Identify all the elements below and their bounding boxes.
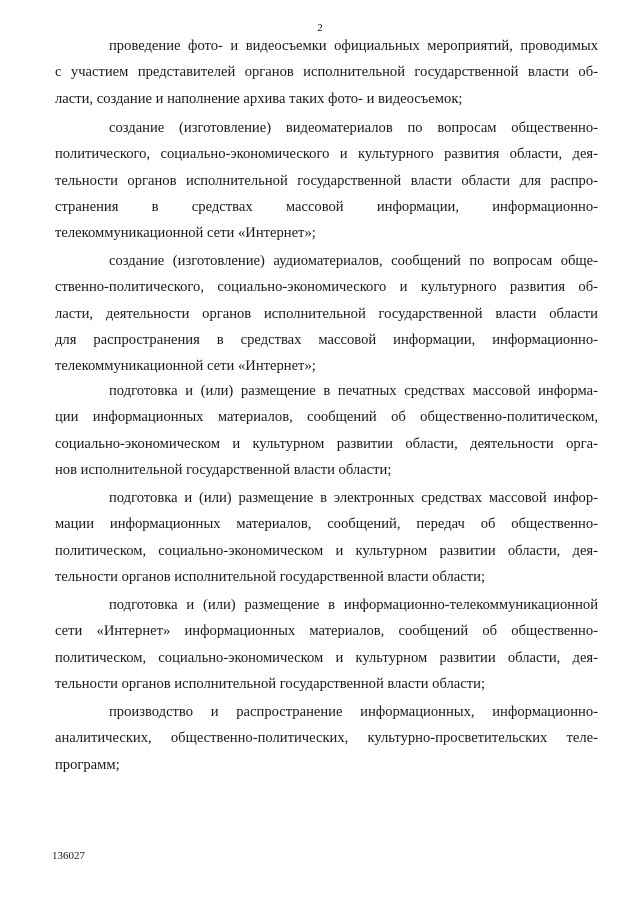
document-code: 136027 (52, 850, 85, 862)
paragraph-line: подготовка и (или) размещение в печатных средствах массовой информа- (109, 383, 598, 399)
paragraph-line: сети «Интернет» информационных материалов, сообщений об общественно- (55, 623, 598, 640)
paragraph-photo-video-shooting (55, 33, 598, 112)
paragraph-line: телекоммуникационной сети «Интернет»; (55, 358, 316, 375)
paragraph-line: мации информационных материалов, сообщений, передач об общественно- (55, 516, 598, 533)
paragraph-line: ственно-политического, социально-экономического и культурного развития об- (55, 279, 598, 296)
paragraph-tv-programs (55, 699, 598, 778)
paragraph-line: создание (изготовление) видеоматериалов по вопросам общественно- (109, 120, 598, 136)
paragraph-line: политического, социально-экономического и культурного развития области, дея- (55, 146, 598, 163)
paragraph-line: подготовка и (или) размещение в информационно-телекоммуникационной (109, 597, 598, 613)
paragraph-line: ласти, создание и наполнение архива таких фото- и видеосъемок; (55, 90, 463, 107)
paragraph-line: производство и распространение информационных, информационно- (109, 704, 598, 720)
paragraph-line: ции информационных материалов, сообщений об общественно-политическом, (55, 409, 598, 426)
paragraph-internet (55, 592, 598, 697)
paragraph-line: телекоммуникационной сети «Интернет»; (55, 225, 316, 242)
paragraph-line: подготовка и (или) размещение в электронных средствах массовой инфор- (109, 490, 598, 506)
paragraph-line: нов исполнительной государственной власти области; (55, 461, 392, 478)
paragraph-line: социально-экономическом и культурном развитии области, деятельности орга- (55, 435, 598, 452)
paragraph-video-materials (55, 115, 598, 246)
paragraph-line: для распространения в средствах массовой информации, информационно- (55, 331, 598, 348)
paragraph-line: политическом, социально-экономическом и культурном развитии области, дея- (55, 649, 598, 666)
paragraph-electronic-media (55, 485, 598, 590)
paragraph-line: с участием представителей органов исполнительной государственной власти об- (55, 64, 598, 81)
paragraph-line: создание (изготовление) аудиоматериалов, сообщений по вопросам обще- (109, 253, 598, 269)
paragraph-audio-materials (55, 248, 598, 379)
paragraph-line: тельности органов исполнительной государственной власти области; (55, 568, 486, 585)
paragraph-line: аналитических, общественно-политических, культурно-просветительских теле- (55, 730, 598, 747)
paragraph-line: программ; (55, 756, 120, 773)
paragraph-line: политическом, социально-экономическом и культурном развитии области, дея- (55, 542, 598, 559)
paragraph-line: тельности органов исполнительной государственной власти области; (55, 675, 486, 692)
paragraph-line: проведение фото- и видеосъемки официальных мероприятий, проводимых (109, 38, 598, 54)
paragraph-line: тельности органов исполнительной государственной власти области для распро- (55, 172, 598, 189)
page-number: 2 (317, 22, 323, 34)
paragraph-line: ласти, деятельности органов исполнительной государственной власти области (55, 305, 598, 322)
paragraph-line: странения в средствах массовой информации, информационно- (55, 198, 598, 215)
paragraph-print-media (55, 378, 598, 483)
